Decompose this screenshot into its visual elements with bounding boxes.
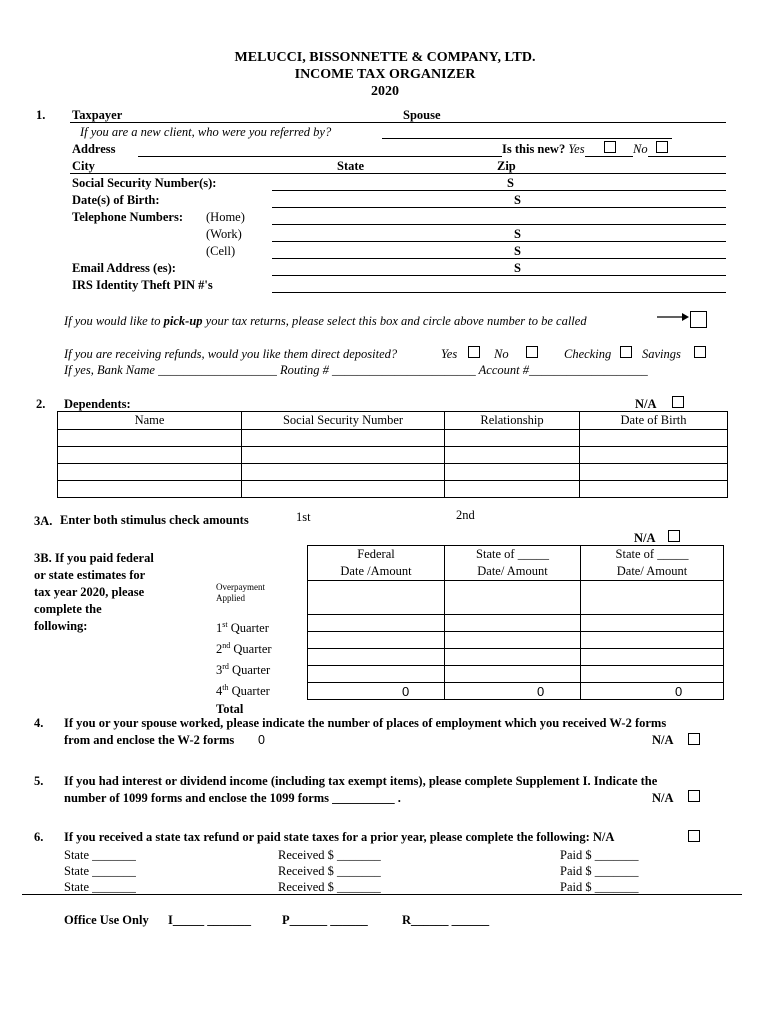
estimates-label-line: tax year 2020, please [34,585,145,599]
q3-sup: rd [222,662,229,672]
office-i-field[interactable]: I_____ _______ [168,913,251,927]
checking-checkbox[interactable] [620,346,632,358]
pickup-bold: pick-up [163,314,203,328]
state-field[interactable]: State _______ [64,848,136,862]
q1-sup: st [222,620,228,629]
quarter-3-label [216,658,272,679]
table-cell[interactable] [58,447,242,464]
table-cell[interactable] [58,481,242,498]
cell-phone-label: (Cell) [206,244,236,258]
quarter-4-label [216,679,272,700]
q4-txt: Quarter [228,684,270,699]
section-5-number: 5. [34,774,44,788]
col-header-dob: Date of Birth [580,412,728,430]
col-header-name: Name [58,412,242,430]
interest-question-line2: number of 1099 forms and enclose the 1099 forms __________ . [64,791,401,805]
dependents-table [57,411,728,498]
home-phone-label: (Home) [206,210,245,224]
overpayment-label: Overpayment Applied [216,582,265,603]
table-cell[interactable] [445,632,581,649]
received-field[interactable]: Received $ _______ [278,880,381,894]
zip-label: Zip [497,159,516,173]
table-row [58,447,728,464]
work-phone-field[interactable] [272,241,726,242]
taxpayer-spouse-line[interactable] [70,122,726,123]
dependents-header-row [58,412,728,430]
section-3a-number: 3A. [34,514,53,528]
q1-txt: Quarter [227,621,269,636]
table-cell[interactable] [581,649,724,666]
section-4-number: 4. [34,716,44,730]
table-cell[interactable] [445,464,580,481]
is-new-group [502,142,585,157]
received-field[interactable]: Received $ _______ [278,848,381,862]
email-spouse-mark: S [514,261,521,275]
dependents-na-checkbox[interactable] [672,396,684,408]
refund-question: If you are receiving refunds, would you like them direct deposited? [64,347,398,361]
quarter-row [308,615,724,632]
estimates-label-line: following: [34,619,88,633]
quarter-row [308,649,724,666]
table-cell[interactable] [308,632,445,649]
ssn-field[interactable] [272,190,726,191]
cell-phone-field[interactable] [272,258,726,259]
table-cell[interactable] [581,581,724,615]
q1-num: 1 [216,621,223,636]
is-new-yes-checkbox[interactable] [604,141,616,153]
q3-txt: Quarter [228,663,271,678]
total-state-2[interactable]: 0 [581,683,724,700]
form-title: INCOME TAX ORGANIZER [294,67,476,82]
paid-field[interactable]: Paid $ _______ [560,880,639,894]
w2-question-line2: from and enclose the W-2 forms [64,733,235,747]
table-cell[interactable] [445,447,580,464]
table-cell[interactable] [581,615,724,632]
spouse-label: Spouse [403,108,441,122]
quarter-2-label [216,637,272,658]
estimates-na-checkbox[interactable] [668,530,680,542]
city-state-zip-line[interactable] [70,173,726,174]
col-header-state-2: State of _____ [581,546,724,564]
table-cell[interactable] [445,666,581,683]
state-label: State [337,159,365,173]
stimulus-second-label[interactable]: 2nd [456,508,475,522]
table-cell[interactable] [242,464,445,481]
table-cell[interactable] [445,581,581,615]
pickup-post: your tax returns, please select this box and circle above number to be called [202,314,587,328]
is-new-label: Is this new? [502,142,566,156]
office-use-label: Office Use Only [64,913,149,927]
table-cell[interactable] [242,447,445,464]
table-cell[interactable] [580,430,728,447]
table-cell[interactable] [308,649,445,666]
q2-num: 2 [216,642,223,657]
irs-pin-field[interactable] [272,292,726,293]
stimulus-first-label[interactable]: 1st [296,510,311,524]
table-cell[interactable] [445,481,580,498]
table-cell[interactable] [58,464,242,481]
is-new-yes-label: Yes [568,142,585,156]
table-cell[interactable] [445,615,581,632]
w2-na-label: N/A [652,733,674,747]
estimates-label-line: or state estimates for [34,568,146,582]
col-header-relationship: Relationship [445,412,580,430]
savings-label: Savings [642,347,681,361]
table-cell[interactable] [242,430,445,447]
city-label: City [72,159,95,173]
col-sub-state-2: Date/ Amount [581,564,724,581]
interest-na-checkbox[interactable] [688,790,700,802]
q4-sup: th [222,683,229,693]
section-2-number: 2. [36,397,46,411]
w2-question-line1: If you or your spouse worked, please indicate the number of places of employment which you received W-2 forms [64,716,667,730]
dependents-label: Dependents: [64,397,131,411]
home-phone-field[interactable] [272,224,726,225]
ssn-spouse-mark: S [507,176,514,190]
table-cell[interactable] [581,666,724,683]
table-cell[interactable] [580,464,728,481]
state-refund-na-checkbox[interactable] [688,830,700,842]
quarter-row [308,632,724,649]
ssn-label: Social Security Number(s): [72,176,217,190]
refund-no-checkbox[interactable] [526,346,538,358]
table-cell[interactable] [445,649,581,666]
table-cell[interactable] [242,481,445,498]
company-name: MELUCCI, BISSONNETTE & COMPANY, LTD. [234,50,536,65]
section-6-number: 6. [34,830,44,844]
col-header-state-1: State of _____ [445,546,581,564]
paid-field[interactable]: Paid $ _______ [560,864,639,878]
cell-spouse-mark: S [514,244,521,258]
total-state-1[interactable]: 0 [445,683,581,700]
col-sub-state-1: Date/ Amount [445,564,581,581]
q3-num: 3 [216,663,223,678]
pickup-text [64,314,587,329]
estimates-label-line: 3B. If you paid federal [34,551,154,565]
total-label: Total [216,701,244,716]
table-cell[interactable] [308,581,445,615]
refund-no-label: No [494,347,509,361]
taxpayer-label: Taxpayer [72,108,123,122]
dob-label: Date(s) of Birth: [72,193,160,207]
form-year: 2020 [371,84,399,99]
q4-num: 4 [216,684,223,699]
state-field[interactable]: State _______ [64,864,136,878]
w2-count-value[interactable]: 0 [258,733,265,747]
table-cell[interactable] [308,615,445,632]
referral-label: If you are a new client, who were you referred by? [80,125,332,139]
state-field[interactable]: State _______ [64,880,136,894]
checking-label: Checking [564,347,612,361]
is-new-no-checkbox[interactable] [656,141,668,153]
work-spouse-mark: S [514,227,521,241]
office-p-field[interactable]: P______ ______ [282,913,368,927]
divider [22,894,742,895]
arrow-right-icon [657,311,689,323]
paid-col [560,847,638,895]
savings-checkbox[interactable] [694,346,706,358]
quarter-row [308,666,724,683]
phones-label: Telephone Numbers: [72,210,184,224]
estimates-label-line: complete the [34,602,102,616]
interest-na-label: N/A [652,791,674,805]
dob-field[interactable] [272,207,726,208]
col-header-federal: Federal [308,546,445,564]
table-cell[interactable] [580,481,728,498]
dependents-na-label: N/A [635,397,657,411]
table-cell[interactable] [581,632,724,649]
table-cell[interactable] [58,430,242,447]
table-cell[interactable] [445,430,580,447]
col-sub-federal: Date /Amount [308,564,445,581]
office-r-field[interactable]: R______ ______ [402,913,490,927]
estimates-subheader-row [308,564,724,581]
table-cell[interactable] [580,447,728,464]
received-col [278,847,381,895]
work-phone-label: (Work) [206,227,242,241]
table-row [58,481,728,498]
refund-yes-checkbox[interactable] [468,346,480,358]
section-1-number: 1. [36,108,46,122]
estimates-na-label: N/A [634,531,656,545]
w2-na-checkbox[interactable] [688,733,700,745]
referral-field[interactable] [382,138,672,139]
is-new-no-label: No [633,142,648,156]
quarter-1-label [216,616,272,637]
overpayment-row [308,581,724,615]
total-federal[interactable]: 0 [308,683,445,700]
pickup-pre: If you would like to [64,314,164,328]
table-cell[interactable] [308,666,445,683]
pickup-checkbox[interactable] [690,311,707,328]
received-field[interactable]: Received $ _______ [278,864,381,878]
estimates-header-row [308,546,724,564]
q2-txt: Quarter [230,642,272,657]
bank-info-line[interactable]: If yes, Bank Name ___________________ Routing # _______________________ Account #___________________ [64,363,648,377]
table-row [58,430,728,447]
state-refund-question: If you received a state tax refund or paid state taxes for a prior year, please complete the following: N/A [64,830,615,844]
paid-field[interactable]: Paid $ _______ [560,848,639,862]
email-label: Email Address (es): [72,261,176,275]
table-row [58,464,728,481]
dob-spouse-mark: S [514,193,521,207]
irs-pin-label: IRS Identity Theft PIN #'s [72,278,213,292]
quarter-labels [216,616,272,718]
estimates-table [307,545,724,700]
state-col [64,847,136,895]
stimulus-label: Enter both stimulus check amounts [60,513,249,527]
col-header-ssn: Social Security Number [242,412,445,430]
email-field[interactable] [272,275,726,276]
total-row [308,683,724,700]
estimates-label [34,550,154,635]
address-label: Address [72,142,116,156]
refund-yes-label: Yes [441,347,458,361]
q2-sup: nd [222,641,231,651]
interest-question-line1: If you had interest or dividend income (including tax exempt items), please complete Supplement I. Indicate the [64,774,658,788]
